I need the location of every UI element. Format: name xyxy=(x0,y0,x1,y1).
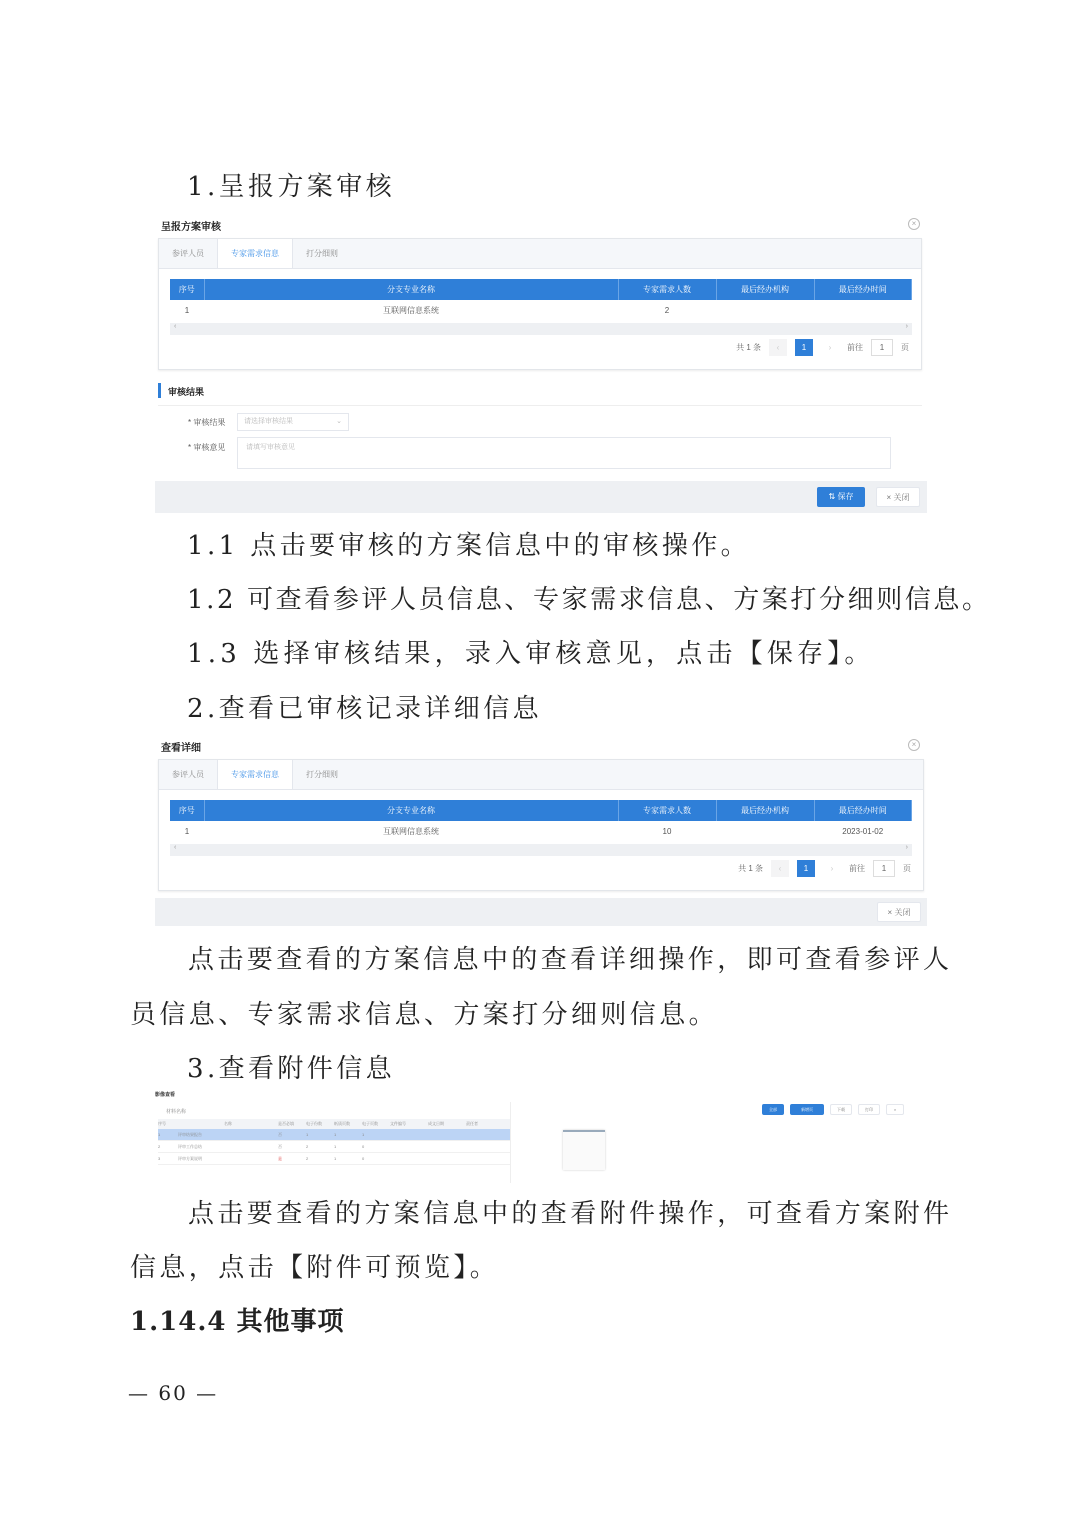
prev-page-button[interactable]: ‹ xyxy=(769,339,787,356)
material-label: 材料名称 xyxy=(166,1109,187,1115)
col-time: 最后经办时间 xyxy=(814,279,912,300)
col: 电子页数 xyxy=(362,1121,378,1126)
col-org: 最后经办机构 xyxy=(716,279,814,300)
col: 序号 xyxy=(158,1121,166,1126)
col: 是否必填 xyxy=(278,1121,294,1126)
download-button[interactable]: 下载 xyxy=(830,1104,852,1115)
section-heading: 1.14.4 其他事项 xyxy=(130,1307,345,1337)
table-row[interactable] xyxy=(158,1153,510,1165)
col-count: 专家需求人数 xyxy=(618,279,716,300)
print-button[interactable]: 打印 xyxy=(858,1104,880,1115)
cell: 1 xyxy=(306,1132,309,1137)
col: 纸质页数 xyxy=(334,1121,350,1126)
cell: 2023-01-02 xyxy=(842,827,884,836)
tab-scoring-rules[interactable]: 打分细则 xyxy=(306,249,338,258)
close-button[interactable] xyxy=(876,487,920,507)
para-attach-1: 点击要查看的方案信息中的查看附件操作，可查看方案附件 xyxy=(188,1199,953,1229)
table-header xyxy=(170,800,912,821)
cell: 评审方案说明 xyxy=(178,1156,202,1161)
expert-table xyxy=(170,279,912,321)
tab-panel xyxy=(158,238,922,370)
all-button[interactable]: 全部 xyxy=(762,1104,784,1115)
add-page-button[interactable]: 新增页 xyxy=(790,1104,824,1115)
close-label: 关闭 xyxy=(893,493,910,502)
cell: 互联网信息系统 xyxy=(383,827,439,836)
col: 电子份数 xyxy=(306,1121,322,1126)
col-org: 最后经办机构 xyxy=(716,800,814,821)
col: 成文日期 xyxy=(428,1121,444,1126)
cell xyxy=(428,1141,466,1152)
cell: 0 xyxy=(362,1156,365,1161)
save-label: 保存 xyxy=(837,492,854,501)
result-label: * 审核结果 xyxy=(188,418,226,427)
cell xyxy=(814,300,912,321)
col: 责任者 xyxy=(466,1121,478,1126)
cell: 2 xyxy=(664,306,670,315)
page-unit: 页 xyxy=(901,343,909,352)
cell: 评审结果报告 xyxy=(178,1132,202,1137)
cell: 互联网信息系统 xyxy=(383,306,439,315)
col-branch: 分支专业名称 xyxy=(204,800,618,821)
page-button[interactable]: 1 xyxy=(797,860,815,877)
cell: 1 xyxy=(158,1132,161,1137)
total-count: 共 1 条 xyxy=(738,864,763,873)
close-button[interactable] xyxy=(877,902,921,922)
cell: 否 xyxy=(278,1132,282,1137)
table-header xyxy=(158,1119,510,1129)
divider xyxy=(510,1102,511,1183)
tab-expert-demand[interactable]: 专家需求信息 xyxy=(217,760,293,789)
cell: 2 xyxy=(158,1144,161,1149)
viewer-title: 影像查看 xyxy=(155,1092,176,1098)
col: 名称 xyxy=(224,1121,232,1126)
col-index: 序号 xyxy=(170,800,204,821)
prev-page-button[interactable]: ‹ xyxy=(771,860,789,877)
chevron-down-icon: ⌄ xyxy=(336,418,342,425)
tabs xyxy=(159,760,923,790)
total-count: 共 1 条 xyxy=(736,343,761,352)
save-icon: ⇅ xyxy=(828,492,838,501)
opinion-textarea[interactable] xyxy=(237,437,891,469)
tab-participants[interactable]: 参评人员 xyxy=(172,249,204,258)
cell: 10 xyxy=(662,827,672,836)
cell: 3 xyxy=(158,1156,161,1161)
detail-dialog-screenshot xyxy=(155,731,927,926)
section-bar xyxy=(158,383,161,398)
cell: 1 xyxy=(184,306,190,315)
review-dialog-screenshot xyxy=(155,210,927,513)
para-detail-2: 员信息、专家需求信息、方案打分细则信息。 xyxy=(130,1000,719,1030)
cell: 否 xyxy=(278,1144,282,1149)
col-count: 专家需求人数 xyxy=(618,800,716,821)
dialog-footer xyxy=(155,898,927,926)
page-number: — 60 — xyxy=(128,1381,219,1405)
cell xyxy=(390,1129,428,1140)
tab-panel xyxy=(158,759,924,891)
close-label: 关闭 xyxy=(894,908,911,917)
table-row[interactable] xyxy=(170,300,912,321)
col: 文件编号 xyxy=(390,1121,406,1126)
next-page-button[interactable]: › xyxy=(821,339,839,356)
cell: 是 xyxy=(278,1156,282,1161)
cell: 1 xyxy=(334,1132,337,1137)
expert-table xyxy=(170,800,912,842)
step-1-1: 1.1 点击要审核的方案信息中的审核操作。 xyxy=(187,531,751,561)
cell: 0 xyxy=(362,1144,365,1149)
cell xyxy=(466,1141,510,1152)
step-1-2: 1.2 可查看参评人员信息、专家需求信息、方案打分细则信息。 xyxy=(187,585,991,615)
col-branch: 分支专业名称 xyxy=(204,279,618,300)
heading-2: 2.查看已审核记录详细信息 xyxy=(187,694,543,724)
section-title: 审核结果 xyxy=(168,387,205,397)
dialog-title: 呈报方案审核 xyxy=(161,222,221,233)
cell xyxy=(390,1141,428,1152)
dialog-footer xyxy=(155,481,927,513)
cell: 评审工作总结 xyxy=(178,1144,202,1149)
close-icon[interactable]: × xyxy=(908,218,920,230)
para-attach-2: 信息，点击【附件可预览】。 xyxy=(130,1253,500,1283)
cell: 2 xyxy=(306,1156,309,1161)
cell xyxy=(466,1129,510,1140)
para-detail-1: 点击要查看的方案信息中的查看详细操作，即可查看参评人 xyxy=(188,945,953,975)
divider xyxy=(158,405,922,406)
cell xyxy=(466,1153,510,1164)
material-table xyxy=(158,1119,510,1165)
table-header xyxy=(170,279,912,300)
opinion-placeholder: 请填写审核意见 xyxy=(246,444,295,451)
document-thumbnail[interactable] xyxy=(563,1130,605,1170)
cell xyxy=(716,821,814,842)
cell xyxy=(390,1153,428,1164)
result-placeholder: 请选择审核结果 xyxy=(244,418,293,425)
tab-scoring-rules[interactable]: 打分细则 xyxy=(306,770,338,779)
page-input[interactable]: 1 xyxy=(873,860,895,877)
close-button[interactable]: × xyxy=(886,1104,904,1115)
tabs xyxy=(159,239,921,269)
save-button[interactable] xyxy=(817,487,865,507)
tab-expert-demand[interactable]: 专家需求信息 xyxy=(217,239,293,268)
cell: 1 xyxy=(334,1144,337,1149)
goto-label: 前往 xyxy=(849,864,865,873)
horizontal-scrollbar[interactable]: ‹ › xyxy=(170,323,912,335)
dialog-title: 查看详细 xyxy=(161,743,201,754)
cell xyxy=(428,1129,466,1140)
close-icon[interactable]: × xyxy=(908,739,920,751)
cell xyxy=(716,300,814,321)
horizontal-scrollbar[interactable]: ‹ › xyxy=(170,844,912,856)
pagination xyxy=(738,860,911,877)
result-select[interactable] xyxy=(237,413,349,431)
opinion-label: * 审核意见 xyxy=(188,443,226,452)
close-icon: × xyxy=(887,908,895,917)
tab-participants[interactable]: 参评人员 xyxy=(172,770,204,779)
toolbar xyxy=(762,1104,904,1115)
next-page-button[interactable]: › xyxy=(823,860,841,877)
table-row[interactable] xyxy=(158,1141,510,1153)
goto-label: 前往 xyxy=(847,343,863,352)
cell: 1 xyxy=(362,1132,365,1137)
close-icon: × xyxy=(886,493,894,502)
cell xyxy=(428,1153,466,1164)
cell: 1 xyxy=(184,827,190,836)
cell: 1 xyxy=(334,1156,337,1161)
pagination xyxy=(736,339,909,356)
heading-1: 1.呈报方案审核 xyxy=(187,172,396,202)
cell: 2 xyxy=(306,1144,309,1149)
col-index: 序号 xyxy=(170,279,204,300)
col-time: 最后经办时间 xyxy=(814,800,912,821)
page-unit: 页 xyxy=(903,864,911,873)
attachment-viewer-screenshot xyxy=(150,1088,920,1183)
step-1-3: 1.3 选择审核结果，录入审核意见，点击【保存】。 xyxy=(187,639,875,669)
table-row[interactable] xyxy=(158,1129,510,1141)
page-button[interactable]: 1 xyxy=(795,339,813,356)
page-input[interactable]: 1 xyxy=(871,339,893,356)
heading-3: 3.查看附件信息 xyxy=(187,1054,396,1084)
table-row[interactable] xyxy=(170,821,912,842)
